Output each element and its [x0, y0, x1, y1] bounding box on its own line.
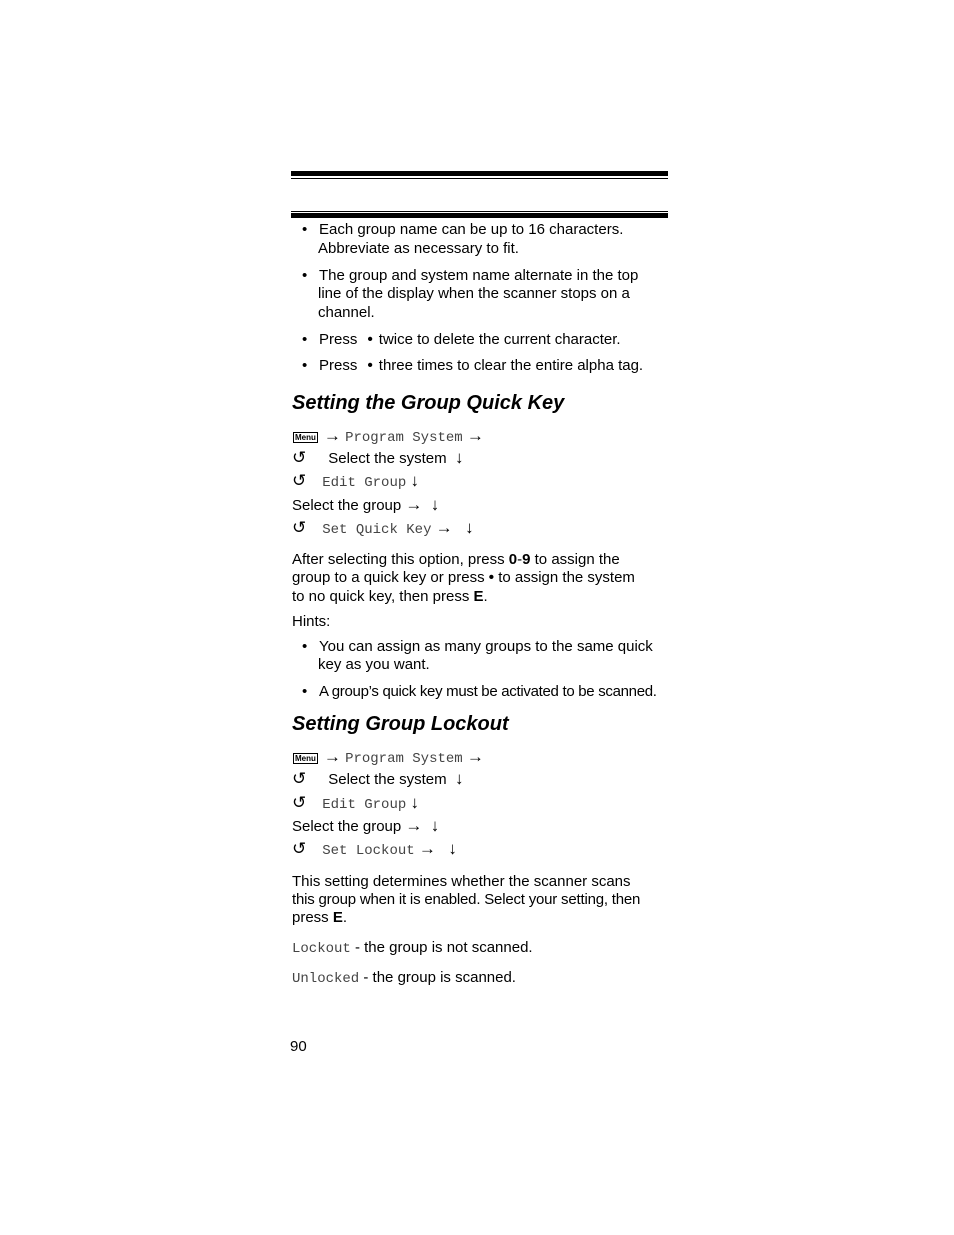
option-term: Unlocked: [292, 971, 360, 987]
arrow-down-icon: ↓: [410, 793, 419, 812]
step-line: [292, 840, 457, 860]
step-line: [292, 449, 463, 468]
display-text: Program System: [345, 430, 463, 446]
display-text: Edit Group: [322, 797, 407, 813]
menu-path-line: [293, 427, 484, 447]
display-text: Set Lockout: [322, 843, 415, 859]
paragraph-line: [292, 588, 488, 606]
bullet-text: The group and system name alternate in the top: [319, 267, 639, 284]
option-desc: - the group is scanned.: [359, 969, 516, 986]
arrow-right-icon: →: [405, 816, 423, 835]
rotate-knob-icon: ↺: [292, 769, 307, 788]
bullet-text: Abbreviate as necessary to fit.: [318, 240, 519, 257]
option-definition: [292, 939, 533, 958]
text: three times to clear the entire alpha tag.: [378, 357, 644, 374]
arrow-down-icon: ↓: [465, 518, 474, 537]
rotate-knob-icon: ↺: [292, 839, 307, 858]
arrow-down-icon: ↓: [430, 495, 440, 514]
bullet-text: [319, 357, 643, 375]
text: .: [342, 909, 348, 926]
arrow-down-icon: ↓: [410, 471, 419, 490]
bullet: •: [302, 221, 308, 238]
option-desc: - the group is not scanned.: [350, 939, 533, 956]
key: E: [332, 909, 343, 926]
bullet-text: [319, 331, 621, 349]
bullet-text: channel.: [318, 304, 375, 321]
hints-label: Hints:: [292, 613, 331, 630]
text: to assign the: [530, 551, 620, 568]
menu-path-line: [293, 748, 484, 768]
step-line: [292, 472, 419, 492]
key: 0: [508, 551, 518, 568]
arrow-down-icon: ↓: [448, 839, 457, 858]
header-rule-thick: [291, 213, 668, 218]
option-term: Lockout: [292, 941, 351, 957]
bullet: •: [302, 638, 308, 655]
text: press: [292, 909, 333, 926]
arrow-down-icon: ↓: [454, 448, 464, 467]
text: Select the system: [328, 450, 447, 467]
text: Select the group: [292, 497, 402, 514]
arrow-right-icon: →: [323, 426, 341, 445]
arrow-right-icon: →: [466, 426, 484, 445]
bullet-text: A group’s quick key must be activated to be scanned.: [319, 683, 657, 700]
text: Press: [319, 331, 358, 348]
paragraph-line: This setting determines whether the scanner scans: [292, 873, 631, 890]
header-rule-thin: [291, 178, 668, 179]
paragraph-line: [292, 909, 347, 927]
header-rule-thick: [291, 171, 668, 176]
section-heading: Setting Group Lockout: [292, 713, 509, 735]
text: .: [483, 588, 488, 605]
text: After selecting this option, press: [292, 551, 509, 568]
bullet: •: [302, 357, 308, 374]
arrow-right-icon: →: [323, 747, 341, 766]
rotate-knob-icon: ↺: [292, 793, 307, 812]
bullet: •: [302, 267, 308, 284]
text: group to a quick key or press: [292, 569, 489, 586]
paragraph-line: this group when it is enabled. Select your setting, then: [292, 891, 641, 908]
rotate-knob-icon: ↺: [292, 518, 307, 537]
text: -: [517, 551, 523, 568]
bullet: •: [302, 331, 308, 348]
menu-key-icon: Menu: [295, 432, 316, 442]
text: twice to delete the current character.: [378, 331, 621, 348]
text: to assign the system: [494, 569, 635, 586]
bullet-text: key as you want.: [318, 656, 430, 673]
arrow-right-icon: →: [435, 518, 453, 537]
arrow-down-icon: ↓: [430, 816, 440, 835]
step-line: [292, 794, 419, 814]
menu-key-icon: Menu: [295, 753, 316, 763]
paragraph-line: [292, 551, 620, 569]
option-definition: [292, 969, 516, 988]
bullet-text: line of the display when the scanner stops on a: [318, 285, 630, 302]
bullet: •: [302, 683, 308, 700]
bullet-text: You can assign as many groups to the same quick: [319, 638, 653, 655]
header-rule-thin: [291, 211, 668, 212]
display-text: Program System: [345, 751, 463, 767]
step-line: [292, 770, 463, 789]
step-line: [292, 496, 439, 515]
arrow-right-icon: →: [418, 839, 436, 858]
dot-key-icon: •: [367, 357, 373, 374]
step-line: [292, 817, 439, 836]
key: E: [473, 588, 484, 605]
key: 9: [522, 551, 531, 568]
text: Select the group: [292, 818, 402, 835]
paragraph-line: [292, 569, 635, 587]
text: to no quick key, then press: [292, 588, 474, 605]
display-text: Set Quick Key: [322, 522, 432, 538]
arrow-right-icon: →: [466, 747, 484, 766]
step-line: [292, 519, 474, 539]
display-text: Edit Group: [322, 475, 407, 491]
page-number: 90: [290, 1038, 307, 1055]
bullet-text: Each group name can be up to 16 characters.: [319, 221, 624, 238]
dot-key-icon: •: [367, 331, 373, 348]
rotate-knob-icon: ↺: [292, 448, 307, 467]
text: Select the system: [328, 771, 447, 788]
section-heading: Setting the Group Quick Key: [292, 392, 565, 414]
dot-key-icon: •: [488, 569, 495, 586]
text: Press: [319, 357, 358, 374]
rotate-knob-icon: ↺: [292, 471, 307, 490]
arrow-right-icon: →: [405, 495, 423, 514]
arrow-down-icon: ↓: [454, 769, 464, 788]
